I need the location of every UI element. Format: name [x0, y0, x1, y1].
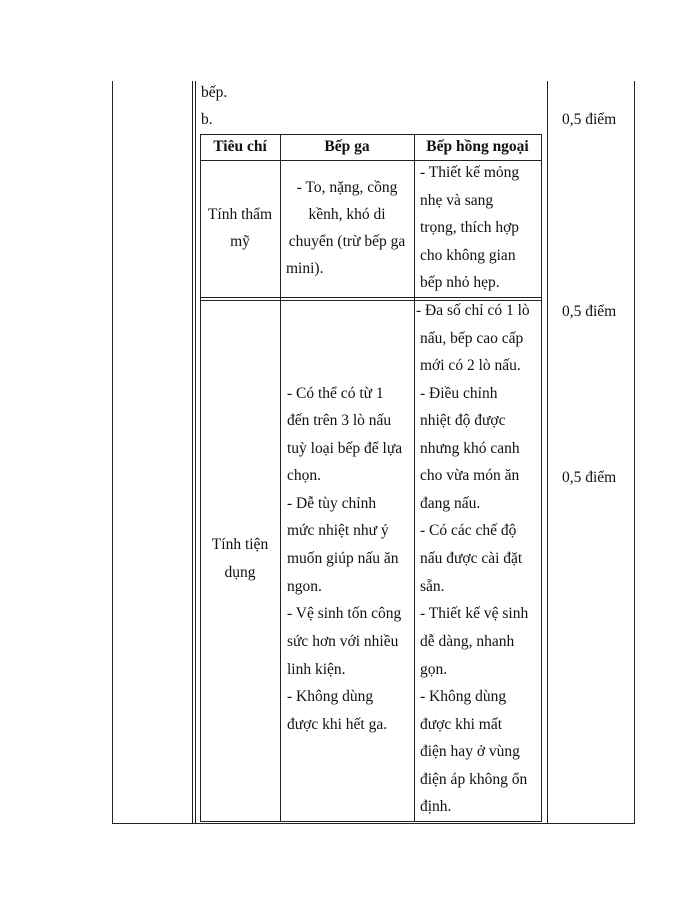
row2-infrared-line-2: nấu, bếp cao cấp — [420, 330, 524, 347]
row2-infrared-line-11: sẵn. — [420, 578, 445, 595]
row2-gas-line-3: tuỳ loại bếp để lựa — [287, 440, 403, 457]
row2-infrared-line-12: - Thiết kế vệ sinh — [420, 605, 529, 622]
row2-infrared-line-8: đang nấu. — [420, 495, 481, 512]
row1-infrared-line-3: trọng, thích hợp — [420, 219, 520, 236]
row2-infrared-line-4: - Điều chỉnh — [420, 385, 498, 402]
intro-line-1: bếp. — [201, 84, 228, 101]
header-infrared-stove: Bếp hồng ngoại — [426, 138, 529, 155]
score-3: 0,5 điểm — [562, 469, 617, 486]
row2-gas-line-13: được khi hết ga. — [287, 716, 388, 733]
row2-gas-line-9: - Vệ sinh tốn công — [287, 605, 402, 622]
row2-gas-line-8: ngon. — [287, 578, 322, 595]
row1-infrared-line-1: - Thiết kế mỏng — [420, 164, 520, 181]
score-1: 0,5 điểm — [562, 111, 617, 128]
row2-infrared-line-13: dễ dàng, nhanh — [420, 633, 515, 650]
outer-border-bottom — [112, 823, 635, 824]
row2-infrared-line-17: điện hay ở vùng — [420, 743, 520, 760]
row2-gas-line-6: mức nhiệt như ý — [287, 522, 389, 539]
row1-criterion-line-2: mỹ — [230, 233, 250, 250]
row2-infrared-line-18: điện áp không ổn — [420, 771, 528, 788]
row1-gas-line-3: chuyển (trừ bếp ga — [288, 233, 406, 250]
row2-infrared-line-14: gọn. — [420, 661, 448, 678]
row2-infrared-line-9: - Có các chế độ — [420, 522, 517, 539]
row2-criterion-line-1: Tính tiện — [211, 536, 269, 553]
row2-gas-line-5: - Dễ tùy chỉnh — [287, 495, 377, 512]
header-criterion: Tiêu chí — [213, 138, 267, 155]
row2-gas-line-1: - Có thể có từ 1 — [287, 385, 384, 402]
score-2: 0,5 điểm — [562, 303, 617, 320]
header-gas-stove: Bếp ga — [324, 138, 370, 155]
row2-gas-line-11: linh kiện. — [287, 661, 346, 678]
row2-gas-line-7: muốn giúp nấu ăn — [287, 550, 399, 567]
intro-line-2: b. — [201, 111, 213, 128]
outer-col-divider-1 — [192, 81, 193, 824]
row2-infrared-line-19: định. — [420, 798, 452, 815]
row2-gas-line-2: đến trên 3 lò nấu — [287, 412, 392, 429]
row2-infrared-line-10: nấu được cài đặt — [420, 550, 523, 567]
row2-gas-line-10: sức hơn với nhiều — [287, 633, 399, 650]
row1-gas-line-1: - To, nặng, cồng — [296, 179, 398, 196]
row2-infrared-line-6: nhưng khó canh — [420, 440, 520, 457]
inner-table-right — [541, 134, 542, 822]
row2-infrared-line-1: - Đa số chỉ có 1 lò — [416, 302, 530, 319]
row1-criterion-line-1: Tính thẩm — [207, 206, 273, 223]
row1-gas-line-4: mini). — [286, 260, 324, 277]
row2-infrared-line-15: - Không dùng — [420, 688, 507, 705]
row2-gas-line-4: chọn. — [287, 467, 322, 484]
row2-infrared-line-3: mới có 2 lò nấu. — [420, 357, 521, 374]
row2-criterion-line-2: dụng — [224, 564, 256, 581]
row1-infrared-line-5: bếp nhỏ hẹp. — [420, 274, 500, 291]
inner-table-bottom — [200, 821, 542, 822]
outer-col-divider-1b — [195, 81, 196, 824]
row1-infrared-line-2: nhẹ và sang — [420, 192, 494, 209]
outer-col-divider-2 — [547, 81, 548, 824]
inner-col-divider-2 — [414, 134, 415, 822]
row2-infrared-line-7: cho vừa món ăn — [420, 467, 520, 484]
row2-gas-line-12: - Không dùng — [287, 688, 374, 705]
row2-infrared-line-5: nhiệt độ được — [420, 412, 506, 429]
inner-table-top — [200, 134, 542, 135]
outer-border-right — [634, 81, 635, 824]
row2-infrared-line-16: được khi mất — [420, 716, 503, 733]
outer-border-left — [112, 81, 113, 824]
row1-gas-line-2: kềnh, khó di — [308, 206, 386, 223]
row1-infrared-line-4: cho không gian — [420, 247, 516, 264]
